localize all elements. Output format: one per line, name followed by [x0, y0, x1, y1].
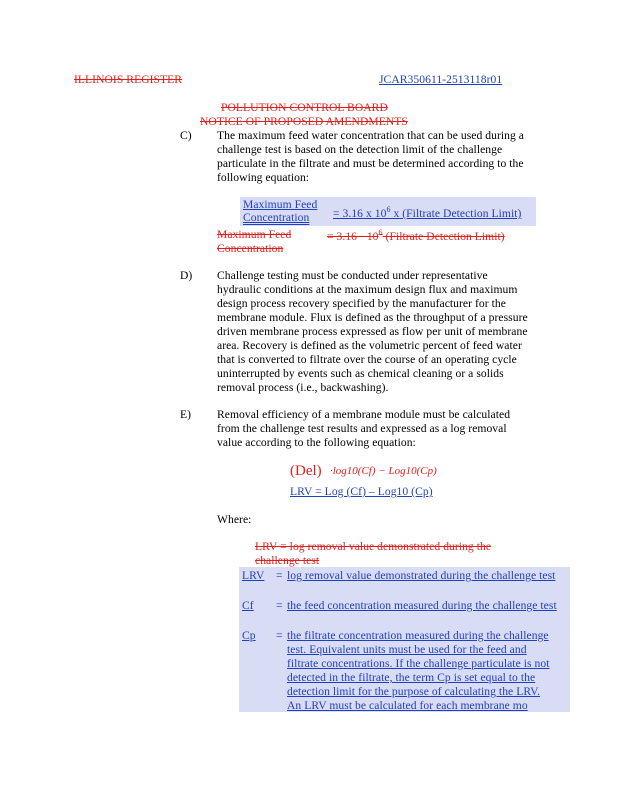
section-d-line: hydraulic conditions at the maximum design flux and maximum: [217, 283, 518, 296]
section-d-line: driven membrane process expressed as flow per unit of membrane: [217, 325, 528, 338]
register-title: ILLINOIS REGISTER: [74, 73, 183, 86]
section-d-line: that is converted to filtrate over the course of an operating cycle: [217, 353, 517, 366]
def-eq: =: [276, 629, 283, 642]
def-term-lrv: LRV: [242, 569, 265, 582]
section-e-line: value according to the following equation:: [217, 436, 416, 449]
notice-title: NOTICE OF PROPOSED AMENDMENTS: [200, 115, 408, 128]
eq1-new-lhs-1: Maximum Feed: [243, 198, 318, 211]
section-c-line: challenge test is based on the detection limit of the challenge: [217, 143, 503, 156]
def-cp-line: detected in the filtrate, the term Cp is set equal to the: [287, 671, 536, 684]
section-c-label: C): [180, 129, 192, 142]
eq2-new-formula: LRV = Log (Cf) – Log10 (Cp): [290, 485, 433, 498]
section-d-line: area. Recovery is defined as the volumetric percent of feed water: [217, 339, 522, 352]
def-cp-line: filtrate concentrations. If the challenge particulate is not: [287, 657, 550, 670]
eq2-deleted-prefix: (Del): [290, 463, 322, 479]
section-d-line: design process recovery specified by the manufacturer for the: [217, 297, 506, 310]
def-term-cp: Cp: [242, 629, 256, 642]
section-e-line: from the challenge test results and expressed as a log removal: [217, 422, 507, 435]
def-cf-text: the feed concentration measured during the challenge test: [287, 599, 557, 612]
eq1-old-exp: 6: [378, 228, 383, 237]
section-e-line: Removal efficiency of a membrane module must be calculated: [217, 408, 511, 421]
jcar-code: JCAR350611-2513118r01: [379, 73, 503, 86]
eq1-old-lhs-2: Concentration: [217, 242, 284, 255]
eq1-old-rhs: = $3.16 \cdot 10^6$ (Filtrate Detection Limit): [327, 228, 505, 243]
section-d-line: Challenge testing must be conducted under representative: [217, 269, 488, 282]
eq1-new-lhs-2: Concentration: [243, 211, 310, 224]
eq1-old-lhs-1: Maximum Feed: [217, 228, 292, 241]
section-d-line: uninterrupted by events such as chemical cleaning or a solids: [217, 367, 504, 380]
where-label: Where:: [217, 513, 252, 526]
def-cp-line: An LRV must be calculated for each membrane mo: [287, 699, 528, 712]
board-title: POLLUTION CONTROL BOARD: [221, 101, 388, 114]
def-cp-line: test. Equivalent units must be used for the feed and: [287, 643, 527, 656]
section-d-line: membrane module. Flux is defined as the throughput of a pressure: [217, 311, 528, 324]
def-cp-line: detection limit for the purpose of calculating the LRV.: [287, 685, 541, 698]
deleted-def-line1: LRV = log removal value demonstrated during the: [255, 540, 492, 553]
section-d-label: D): [180, 269, 193, 282]
section-d-line: removal process (i.e., backwashing).: [217, 381, 389, 394]
def-lrv-text: log removal value demonstrated during the challenge test: [287, 569, 556, 582]
eq1-new-rhs: = 3.16 x $10^6$ x (Filtrate Detection Limit): [333, 205, 522, 220]
def-eq: =: [276, 569, 283, 582]
section-c-line: The maximum feed water concentration that can be used during a: [217, 129, 524, 142]
section-c-line: particulate in the filtrate and must be determined according to the: [217, 157, 524, 170]
def-term-cf: Cf: [242, 599, 254, 612]
section-e-label: E): [180, 408, 192, 421]
eq2-deleted-formula: ·log10(Cf) − Log10(Cp): [330, 465, 437, 477]
def-cp-line: the filtrate concentration measured during the challenge: [287, 629, 549, 642]
deleted-def-line2: challenge test: [255, 554, 320, 567]
def-eq: =: [276, 599, 283, 612]
eq1-new-exp: 6: [386, 205, 391, 214]
section-c-line: following equation:: [217, 171, 310, 184]
